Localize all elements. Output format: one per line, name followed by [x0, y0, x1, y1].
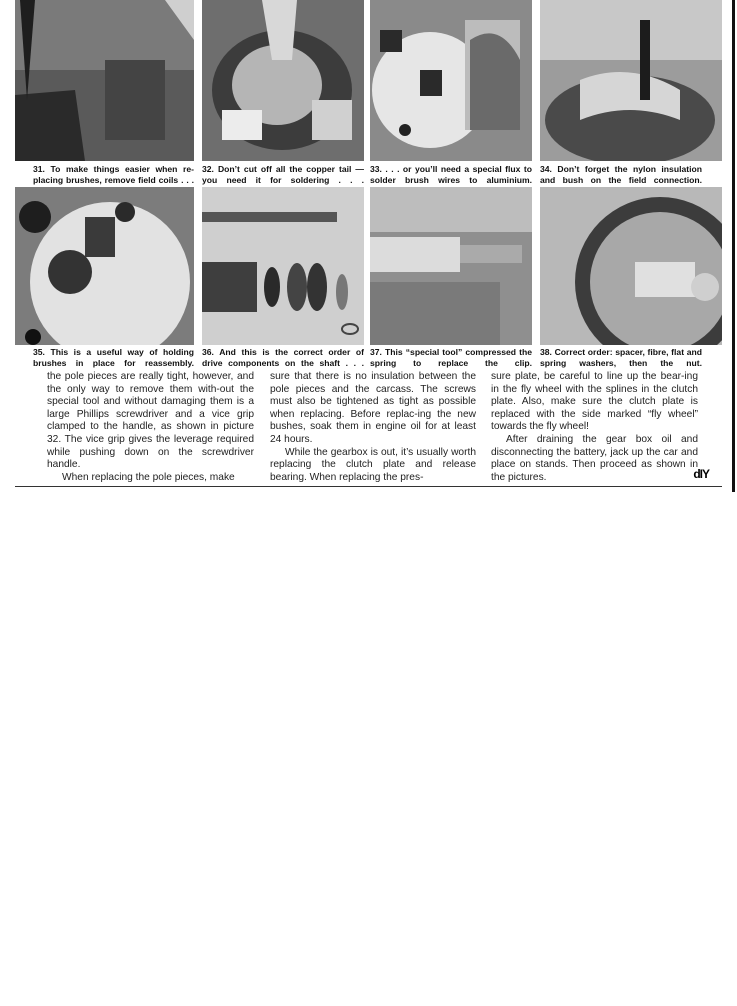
paragraph: the pole pieces are really tight, however, and the only way to remove them with-out the special tool and without damaging them is a large Phillips screwdriver and a vice grip clamped to the handle, as shown in picture 32. The vice grip gives the leverage required while pushing down on the screwdriver handle. [47, 371, 254, 471]
caption-31: 31. To make things easier when re-placing brushes, remove field coils . . . [33, 164, 194, 185]
paragraph: While the gearbox is out, it’s usually worth replacing the clutch plate and release bearing. When replacing the pres- [270, 446, 476, 483]
photo-37 [370, 187, 532, 345]
caption-35: 35. This is a useful way of holding brushes in place for reassembly. [33, 347, 194, 368]
caption-32: 32. Don’t cut off all the copper tail — you need it for soldering . . . [202, 164, 364, 185]
paragraph: When replacing the pole pieces, make [62, 471, 235, 483]
page-edge [732, 0, 735, 492]
body-column-3 [491, 371, 698, 484]
end-mark-logo: dIY [693, 467, 709, 481]
body-column-2 [270, 371, 476, 484]
bottom-rule [15, 486, 722, 487]
body-column-1 [47, 371, 254, 484]
photo-32 [202, 0, 364, 161]
caption-34: 34. Don’t forget the nylon insulation and bush on the field connection. [540, 164, 702, 185]
caption-37: 37. This “special tool” compressed the spring to replace the clip. [370, 347, 532, 368]
paragraph: sure plate, be careful to line up the bear-ing in the fly wheel with the splines in the clutch plate. Also, make sure the clutch plate is replaced with the side marked “fly wheel” towards the fly wheel! [491, 371, 698, 433]
paragraph: sure that there is no insulation between the pole pieces and the carcass. The screws must also be tightened as tight as possible when replacing. Before replac-ing the new bushes, soak them in engine oil for at least 24 hours. [270, 371, 476, 445]
photo-34 [540, 0, 722, 161]
photo-35 [15, 187, 194, 345]
photo-38 [540, 187, 722, 345]
paragraph: After draining the gear box oil and disconnecting the battery, jack up the car and place on stands. Then proceed as shown in the pictures. [491, 433, 698, 483]
photo-36 [202, 187, 364, 345]
caption-38: 38. Correct order: spacer, fibre, flat and spring washers, then the nut. [540, 347, 702, 368]
photo-33 [370, 0, 532, 161]
photo-31 [15, 0, 194, 161]
caption-33: 33. . . . or you’ll need a special flux to solder brush wires to aluminium. [370, 164, 532, 185]
caption-36: 36. And this is the correct order of drive components on the shaft . . . [202, 347, 364, 368]
